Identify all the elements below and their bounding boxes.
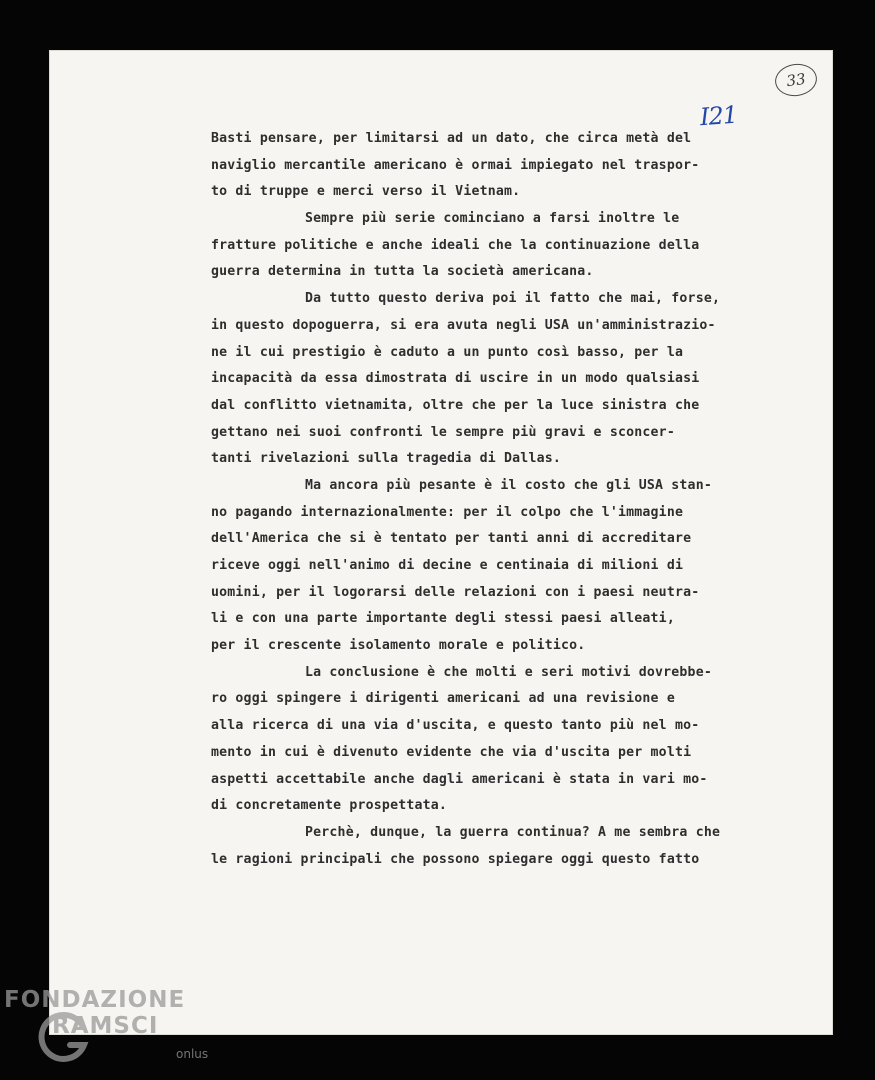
- text-line: fratture politiche e anche ideali che la continuazione della: [211, 237, 700, 253]
- text-line: tanti rivelazioni sulla tragedia di Dallas.: [211, 451, 562, 467]
- watermark-line1: FONDAZIONE: [4, 987, 186, 1013]
- watermark-line2: RAMSCI: [52, 1013, 159, 1039]
- text-line: li e con una parte importante degli stessi paesi alleati,: [211, 611, 675, 627]
- text-line: Ma ancora più pesante è il costo che gli USA stan-: [305, 477, 712, 493]
- text-line: Basti pensare, per limitarsi ad un dato, che circa metà del: [211, 131, 692, 146]
- text-line: riceve oggi nell'animo di decine e centinaia di milioni di: [211, 558, 684, 573]
- text-line: no pagando internazionalmente: per il colpo che l'immagine: [211, 504, 684, 520]
- text-line: naviglio mercantile americano è ormai impiegato nel traspor-: [211, 157, 700, 173]
- reference-mark: I21: [699, 100, 738, 132]
- text-line: gettano nei suoi confronti le sempre più gravi e sconcer-: [211, 424, 675, 440]
- text-line: alla ricerca di una via d'uscita, e questo tanto più nel mo-: [211, 718, 700, 734]
- text-line: di concretamente prospettata.: [211, 798, 448, 814]
- text-line: per il crescente isolamento morale e politico.: [211, 638, 586, 654]
- text-line: La conclusione è che molti e seri motivi dovrebbe-: [305, 664, 712, 680]
- text-line: Sempre più serie cominciano a farsi inoltre le: [305, 211, 680, 227]
- fondazione-gramsci-watermark: [4, 985, 224, 1070]
- text-line: dal conflitto vietnamita, oltre che per la luce sinistra che: [211, 397, 700, 413]
- text-line: ro oggi spingere i dirigenti americani ad una revisione e: [211, 691, 675, 707]
- page-number: 33: [785, 69, 807, 91]
- text-line: incapacità da essa dimostrata di uscire in un modo qualsiasi: [211, 371, 700, 387]
- text-line: mento in cui è divenuto evidente che via d'uscita per molti: [211, 744, 692, 760]
- text-line: in questo dopoguerra, si era avuta negli USA un'amministrazio-: [211, 317, 716, 333]
- text-line: guerra determina in tutta la società americana.: [211, 264, 594, 280]
- watermark-onlus: onlus: [176, 1047, 209, 1061]
- text-line: Perchè, dunque, la guerra continua? A me sembra che: [305, 824, 721, 840]
- text-line: to di truppe e merci verso il Vietnam.: [211, 184, 521, 200]
- text-line: le ragioni principali che possono spiegare oggi questo fatto: [211, 851, 700, 867]
- text-line: ne il cui prestigio è caduto a un punto così basso, per la: [211, 344, 684, 360]
- page-number-circle: [773, 61, 819, 99]
- text-line: uomini, per il logorarsi delle relazioni con i paesi neutra-: [211, 584, 700, 600]
- text-line: aspetti accettabile anche dagli americani è stata in vari mo-: [211, 771, 708, 787]
- body-text: [211, 126, 771, 873]
- text-line: Da tutto questo deriva poi il fatto che mai, forse,: [305, 291, 721, 307]
- text-line: dell'America che si è tentato per tanti anni di accreditare: [211, 531, 692, 547]
